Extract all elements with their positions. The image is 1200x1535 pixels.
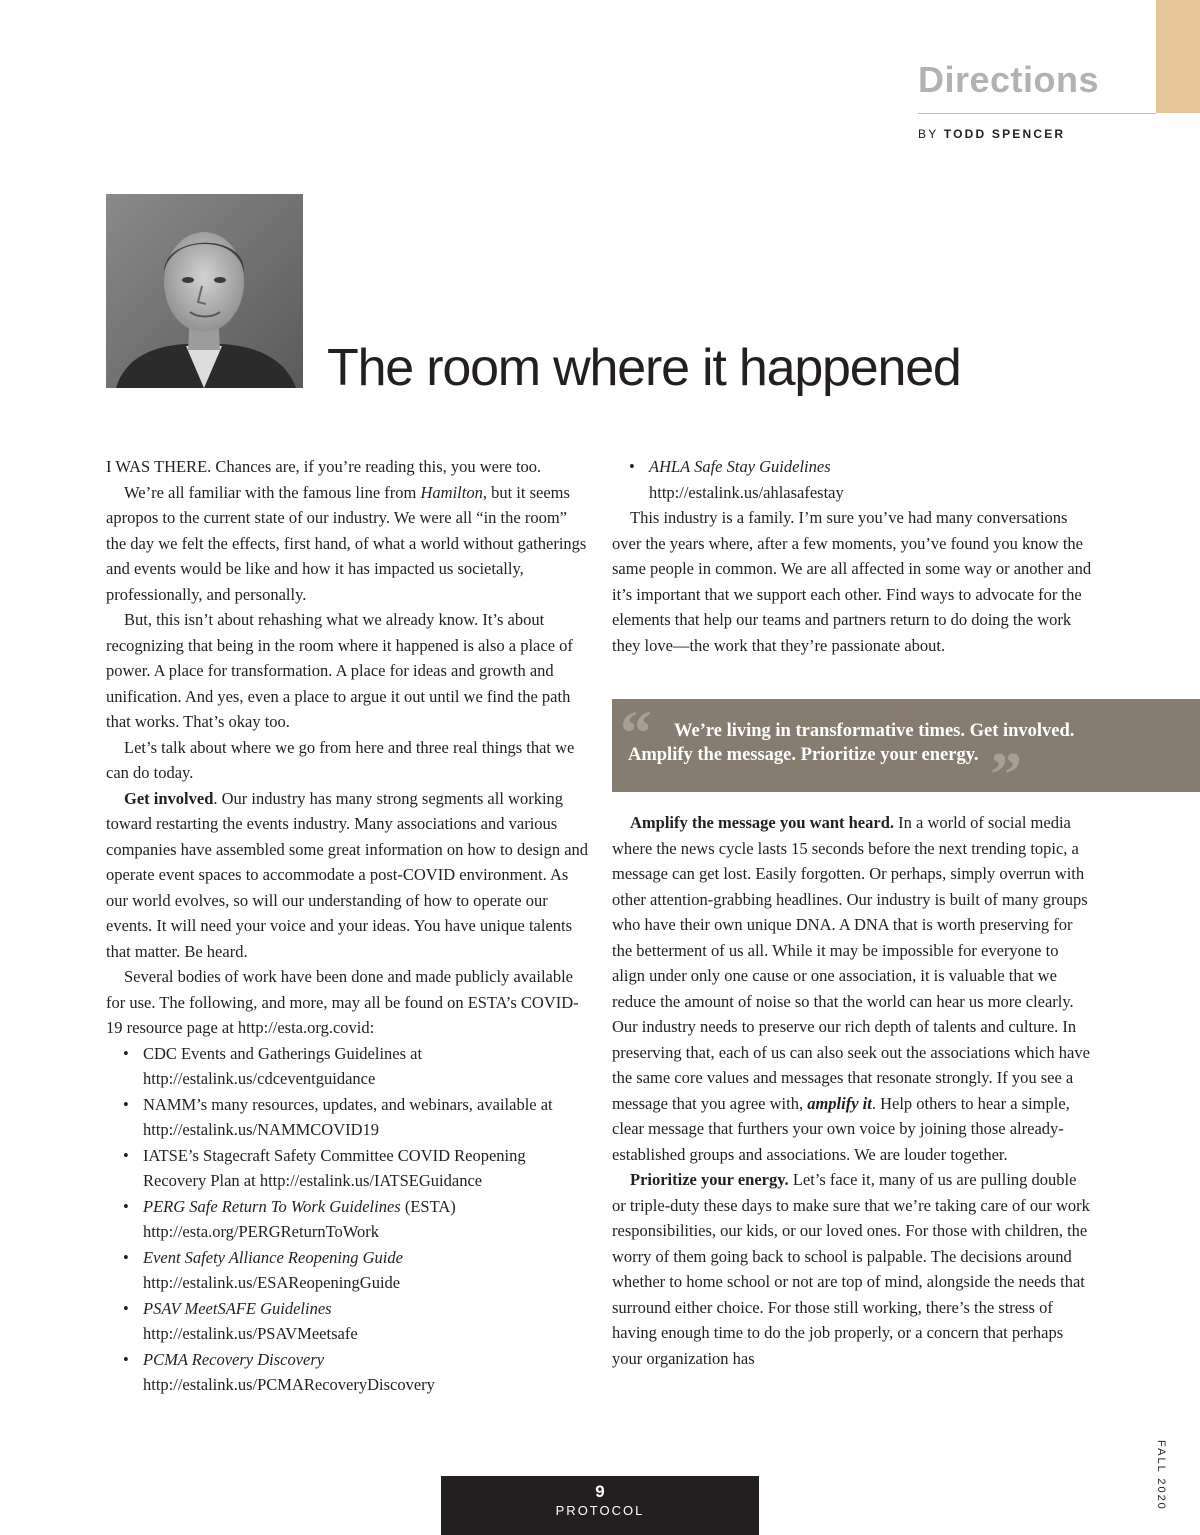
amplify-it-emphasis: amplify it <box>807 1093 872 1113</box>
bullet-icon: • <box>123 1349 129 1369</box>
resource-item <box>106 1041 590 1092</box>
text-span: . Help others to hear a simple, clear message that furthers your own voice by joining those already-established groups and associations. We are louder together. <box>612 1093 1070 1164</box>
pull-quote <box>612 697 1200 810</box>
byline <box>918 127 1065 141</box>
section-color-tab <box>1156 0 1200 113</box>
section-divider <box>918 113 1156 114</box>
resource-link[interactable]: http://estalink.us/PCMARecoveryDiscovery <box>143 1375 435 1394</box>
resource-link[interactable]: http://esta.org/PERGReturnToWork <box>143 1222 379 1241</box>
left-column <box>106 454 590 1398</box>
paragraph-family: This industry is a family. I’m sure you’ve had many conversations over the years where, after a few moments, you’ve found you know the same people in common. We are all affected in some way or another and it’s important that we support each other. Find ways to advocate for the elements that help our teams and partners return to do doing the work they love—the work that they’re passionate about. <box>612 508 1092 655</box>
resource-link[interactable]: Recovery Plan at http://estalink.us/IATSEGuidance <box>143 1171 483 1190</box>
bullet-icon: • <box>123 1196 129 1216</box>
author-name: TODD SPENCER <box>943 127 1066 141</box>
bullet-icon: • <box>123 1247 129 1267</box>
resource-link[interactable]: http://estalink.us/PSAVMeetsafe <box>143 1324 358 1343</box>
publication-name: PROTOCOL <box>555 1503 645 1518</box>
resource-title: PSAV MeetSAFE Guidelines <box>143 1298 332 1318</box>
text-span: In a world of social media where the news cycle lasts 15 seconds before the next trending topic, a message can get lost. Easily forgotten. Or perhaps, simply overrun with other attention-grabbing headlines. Our industry is built of many groups who have their own unique DNA. A DNA that is worth preserving for the betterment of us all. While it may be impossible for everyone to align under only one cause or one association, it is valuable that we reduce the amount of noise so that the world can hear us more clearly. Our industry needs to preserve our rich depth of talents and culture. In preserving that, each of us can also seek out the associations which have the same core values and messages that resonate strongly. If you see a message that you agree with, <box>612 813 1090 1113</box>
page-footer <box>441 1476 759 1535</box>
hamilton-title: Hamilton <box>420 482 483 502</box>
pull-quote-line: We’re living in transformative times. Get involved. <box>674 721 1075 741</box>
bullet-icon: • <box>629 457 635 476</box>
resource-item <box>106 1347 590 1398</box>
resource-title: PCMA Recovery Discovery <box>143 1349 325 1369</box>
bullet-icon: • <box>123 1043 129 1063</box>
bullet-icon: • <box>123 1145 129 1165</box>
resource-title-wrap <box>143 1194 590 1220</box>
resource-title: CDC Events and Gatherings Guidelines at <box>143 1043 423 1063</box>
bullet-icon: • <box>123 1298 129 1318</box>
paragraph-prioritize <box>612 1167 1092 1371</box>
paragraph-intro: I WAS THERE. Chances are, if you’re reading this, you were too. <box>106 457 542 476</box>
text-span: Let’s face it, many of us are pulling double or triple-duty these days to make sure that we’re taking care of our work responsibilities, our kids, or our loved ones. For those with children, the worry of them going back to school is palpable. The decisions around whether to home school or not are top of mind, alongside the needs that surround either choice. For those still working, there’s the stress of having enough time to do the job properly, or a concern that perhaps your organization has <box>612 1170 1090 1368</box>
page-number: 9 <box>595 1482 605 1501</box>
text-span: We’re all familiar with the famous line from <box>124 482 421 502</box>
amplify-heading: Amplify the message you want heard. <box>630 813 894 832</box>
article-headline: The room where it happened <box>327 339 961 397</box>
bullet-icon: • <box>123 1094 129 1114</box>
paragraph-hamilton <box>106 480 590 608</box>
author-photo <box>106 194 303 388</box>
resource-suffix: (ESTA) <box>400 1196 456 1216</box>
pull-quote-line: Amplify the message. Prioritize your energy. <box>628 745 979 765</box>
resource-item <box>106 1092 590 1143</box>
paragraph-three-things: Let’s talk about where we go from here and three real things that we can do today. <box>106 737 575 782</box>
text-span: , but it seems apropos to the current state of our industry. We were all “in the room” the day we felt the effects, first hand, of what a world without gatherings and events would be like and how it has impacted us societally, professionally, and personally. <box>106 482 587 604</box>
resource-item <box>106 1245 590 1296</box>
section-title: Directions <box>918 59 1100 100</box>
resource-title: IATSE’s Stagecraft Safety Committee COVID Reopening <box>143 1145 526 1165</box>
right-column-top <box>612 454 1092 658</box>
resource-list <box>106 1041 590 1398</box>
resource-item <box>612 454 1092 505</box>
resource-title: Event Safety Alliance Reopening Guide <box>143 1247 403 1267</box>
resource-link[interactable]: http://estalink.us/ESAReopeningGuide <box>143 1273 401 1292</box>
get-involved-heading: Get involved <box>124 788 214 808</box>
prioritize-heading: Prioritize your energy. <box>630 1170 789 1189</box>
paragraph-bodies-of-work: Several bodies of work have been done and made publicly available for use. The following, and more, may all be found on ESTA’s COVID-19 resource page at http://esta.org.covid: <box>106 967 579 1037</box>
resource-link[interactable]: http://estalink.us/cdceventguidance <box>143 1069 376 1088</box>
resource-title: NAMM’s many resources, updates, and webinars, available at <box>143 1094 553 1114</box>
resource-link[interactable]: http://estalink.us/ahlasafestay <box>649 482 844 502</box>
pull-quote-text <box>628 719 1098 767</box>
resource-item <box>106 1194 590 1245</box>
resource-list-continued <box>612 454 1092 505</box>
paragraph-amplify <box>612 810 1092 1167</box>
right-column-bottom <box>612 810 1092 1371</box>
resource-title: AHLA Safe Stay Guidelines <box>649 457 831 476</box>
open-quote-icon: “ <box>620 697 652 768</box>
issue-date: FALL 2020 <box>1155 1440 1167 1511</box>
close-quote-icon: ” <box>990 739 1022 810</box>
paragraph-power: But, this isn’t about rehashing what we already know. It’s about recognizing that being in the room where it happened is also a place of power. A place for transformation. A place for ideas and growth and unification. And yes, even a place to argue it out until we find the path that works. That’s okay too. <box>106 610 573 731</box>
resource-title: PERG Safe Return To Work Guidelines <box>143 1196 401 1216</box>
resource-link[interactable]: http://estalink.us/NAMMCOVID19 <box>143 1120 380 1139</box>
paragraph-get-involved <box>106 786 590 965</box>
resource-item <box>106 1296 590 1347</box>
text-span: . Our industry has many strong segments all working toward restarting the events industry. Many associations and various companies have assembled some great information on how to design and operate event spaces to accommodate a post-COVID environment. As our world evolves, so will our understanding of how to operate our events. It will need your voice and your ideas. You have unique talents that matter. Be heard. <box>106 788 589 961</box>
byline-prefix: BY <box>918 127 939 141</box>
resource-item <box>106 1143 590 1194</box>
